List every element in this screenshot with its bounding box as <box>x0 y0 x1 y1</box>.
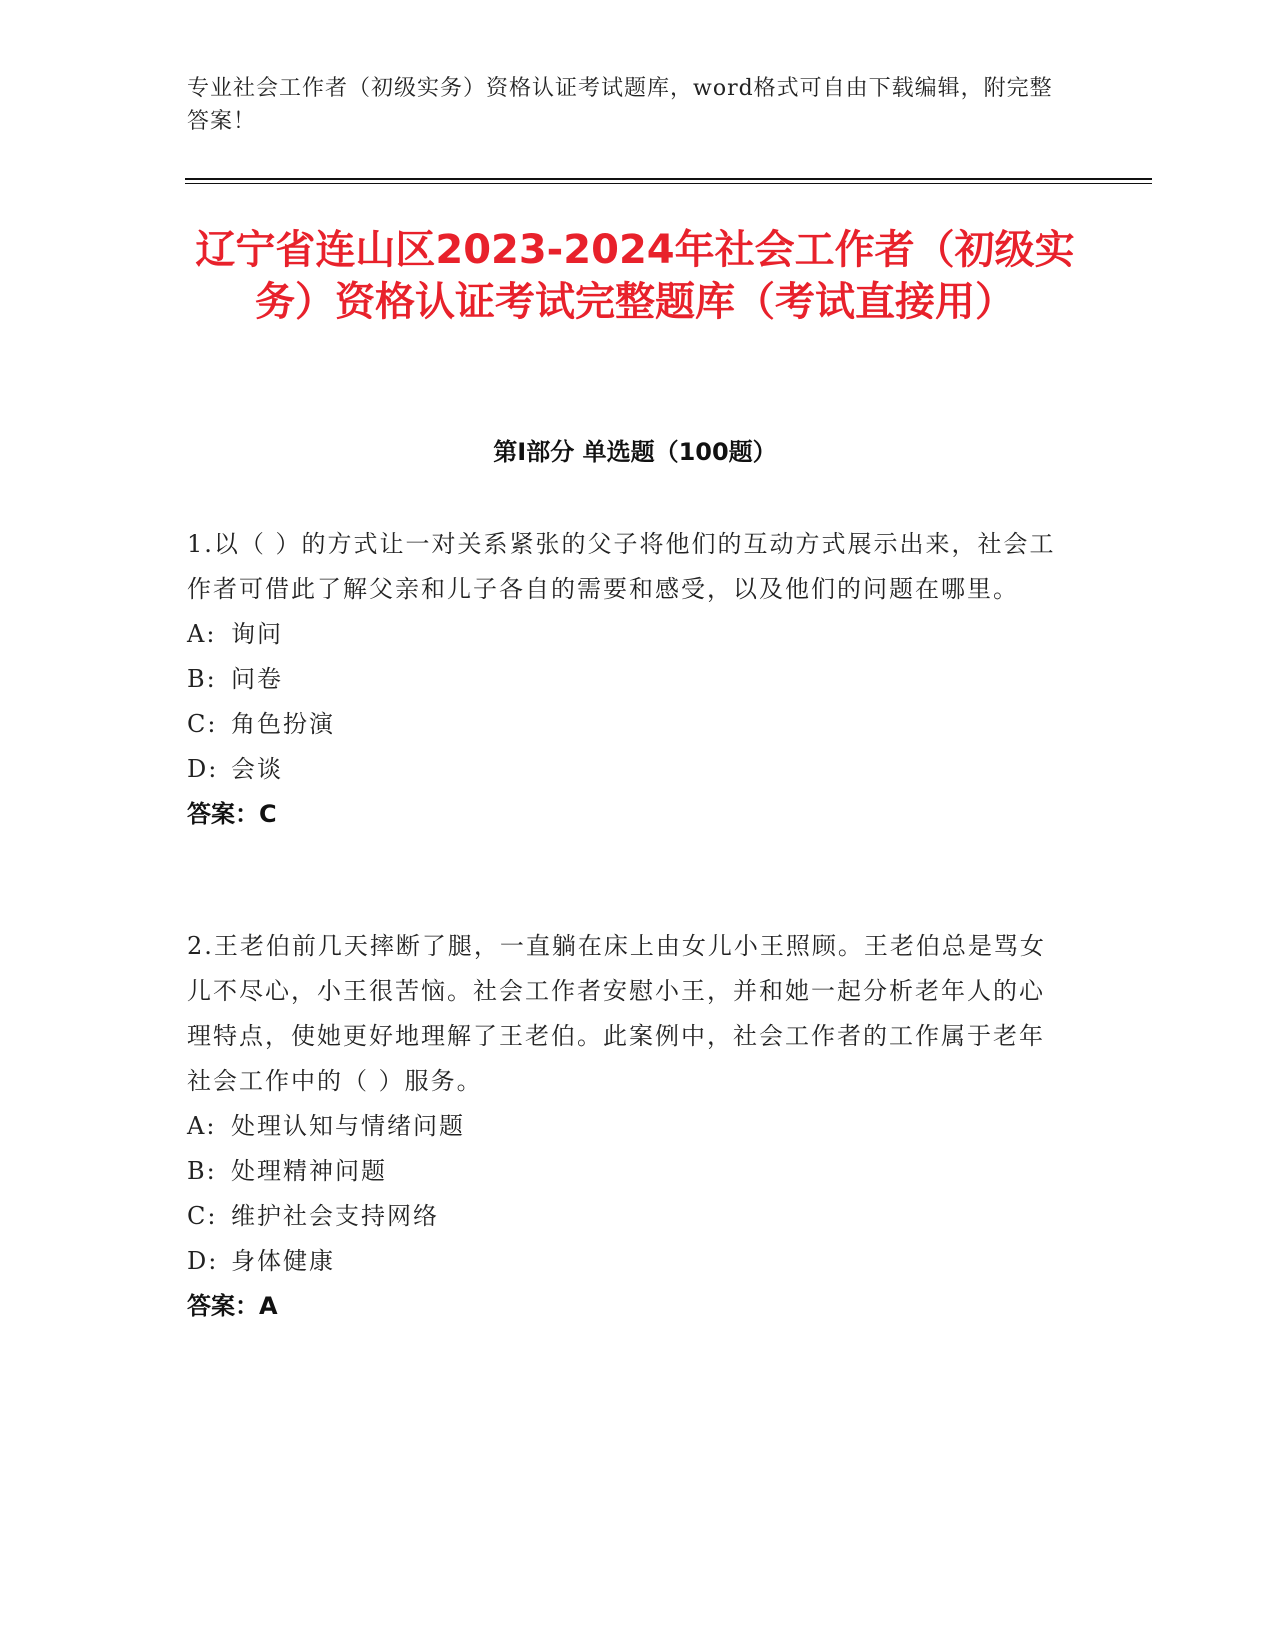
option-text: 处理认知与情绪问题 <box>231 1112 465 1140</box>
question-stem: 1.以（ ）的方式让一对关系紧张的父子将他们的互动方式展示出来，社会工作者可借此了解父亲和儿子各自的需要和感受，以及他们的问题在哪里。 <box>187 530 1056 603</box>
option-letter: D: <box>187 1247 219 1275</box>
option-b <box>187 657 1067 702</box>
option-letter: D: <box>187 755 219 783</box>
option-c <box>187 1194 1067 1239</box>
option-d <box>187 747 1067 792</box>
question-2 <box>187 924 1067 1329</box>
option-text: 会谈 <box>231 755 283 783</box>
option-text: 询问 <box>231 620 283 648</box>
header-divider-thin <box>185 183 1152 184</box>
option-a <box>187 1104 1067 1149</box>
option-text: 角色扮演 <box>231 710 335 738</box>
option-text: 问卷 <box>231 665 283 693</box>
option-letter: C: <box>187 1202 218 1230</box>
option-text: 维护社会支持网络 <box>231 1202 439 1230</box>
answer-line: 答案：C <box>187 800 277 828</box>
option-letter: B: <box>187 1157 217 1185</box>
section-heading: 第I部分 单选题（100题） <box>493 438 777 466</box>
option-text: 身体健康 <box>231 1247 335 1275</box>
header-divider-thick <box>185 178 1152 180</box>
option-letter: A: <box>187 620 217 648</box>
answer-line: 答案：A <box>187 1292 278 1320</box>
question-1 <box>187 522 1067 837</box>
option-b <box>187 1149 1067 1194</box>
document-title: 辽宁省连山区2023-2024年社会工作者（初级实务）资格认证考试完整题库（考试直接用） <box>195 227 1075 325</box>
header-note: 专业社会工作者（初级实务）资格认证考试题库，word格式可自由下载编辑，附完整答案！ <box>187 76 1053 134</box>
option-letter: C: <box>187 710 218 738</box>
option-d <box>187 1239 1067 1284</box>
option-letter: A: <box>187 1112 217 1140</box>
question-stem: 2.王老伯前几天摔断了腿，一直躺在床上由女儿小王照顾。王老伯总是骂女儿不尽心，小王很苦恼。社会工作者安慰小王，并和她一起分析老年人的心理特点，使她更好地理解了王老伯。此案例中，社会工作者的工作属于老年社会工作中的（ ）服务。 <box>187 932 1046 1095</box>
option-text: 处理精神问题 <box>231 1157 387 1185</box>
option-letter: B: <box>187 665 217 693</box>
option-a <box>187 612 1067 657</box>
option-c <box>187 702 1067 747</box>
